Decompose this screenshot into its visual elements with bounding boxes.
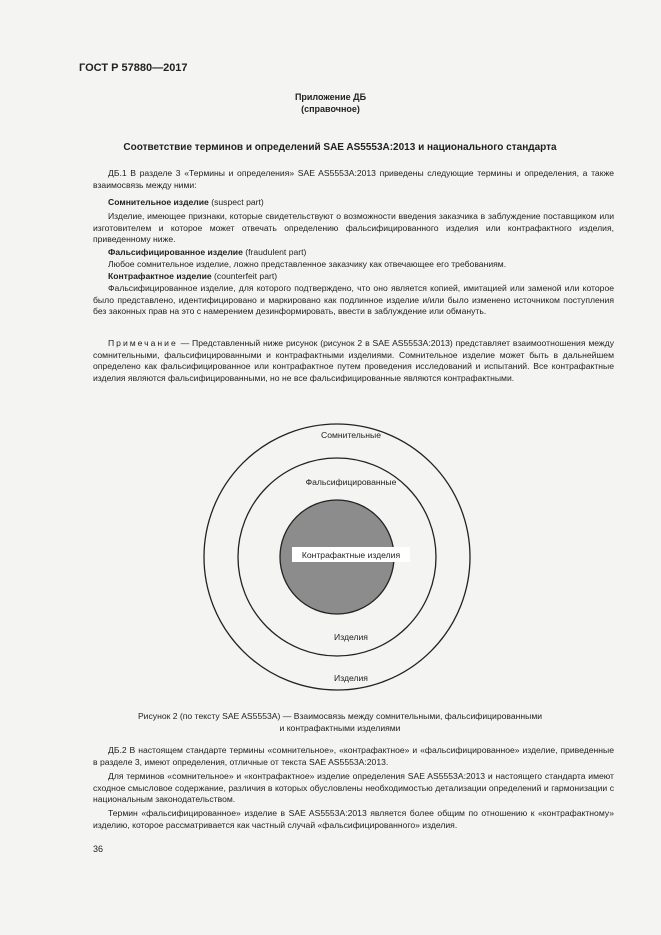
term-suspect-definition: Изделие, имеющее признаки, которые свидетельствуют о возможности введения заказчика в заблуждение поставщиком или изготовителем и которое может отвечать определению фальсифицированного изделия или контрафактного изделия, приведенному ниже.	[93, 211, 614, 245]
db1-intro: ДБ.1 В разделе 3 «Термины и определения» SAE AS5553A:2013 приведены следующие термины и определения, а также взаимосвязь между ними:	[93, 168, 614, 190]
term-fraudulent-definition: Любое сомнительное изделие, ложно представленное заказчику как отвечающее его требованиям.	[108, 259, 507, 269]
db2-paragraph-3: Термин «фальсифицированное» изделие в SAE AS5553A:2013 является более общим по отношению к «контрафактному» изделию, которое рассматривается как частный случай «фальсифицированного» изделия.	[93, 808, 614, 830]
middle-label-bottom: Изделия	[334, 632, 368, 642]
inner-label: Контрафактные изделия	[301, 550, 401, 560]
figure-caption-line1: Рисунок 2 (по тексту SAE AS5553A) — Взаимосвязь между сомнительными, фальсифицированными	[137, 711, 543, 721]
term-counterfeit-name: Контрафактное изделие	[108, 271, 212, 281]
note-label: Примечание	[108, 338, 178, 348]
term-counterfeit-en: (counterfeit part)	[211, 271, 278, 281]
term-fraudulent-en: (fraudulent part)	[242, 247, 307, 257]
db2-paragraph-2: Для терминов «сомнительное» и «контрафактное» изделие определения SAE AS5553A:2013 и настоящего стандарта имеют сходное смысловое содержание, различия в которых обусловлены необходимостью детализации определений и гармонизации с национальным законодательством.	[93, 771, 614, 805]
outer-label-bottom: Изделия	[334, 673, 368, 683]
page-number: 36	[93, 844, 104, 854]
figure-caption-line2: и контрафактными изделиями	[279, 723, 401, 733]
term-suspect-en: (suspect part)	[208, 197, 264, 207]
note-text: — Представленный ниже рисунок (рисунок 2 в SAE AS5553A:2013) представляет взаимоотношения между сомнительными, фальсифицированными и контрафактными изделиями. Сомнительное изделие может быть в дальнейшем определено как фальсифицированное или контрафактное путем проведения исследований и испытаний. Все контрафактные изделия являются фальсифицированными, но не все фальсифицированные являются контрафактными.	[93, 338, 614, 383]
middle-label-top: Фальсифицированные	[305, 477, 397, 487]
appendix-subtitle: (справочное)	[301, 104, 360, 114]
term-fraudulent-name: Фальсифицированное изделие	[108, 247, 243, 257]
section-title: Соответствие терминов и определений SAE AS5553A:2013 и национального стандарта	[123, 142, 557, 153]
term-counterfeit-definition: Фальсифицированное изделие, для которого подтверждено, что оно является копией, имитацией или заменой или которое было представлено, идентифицировано и маркировано как подлинное изделие и/или было изменено источником поступления без законных прав на это с намерением дезинформировать, ввести в заблуждение или обмануть.	[93, 283, 614, 317]
term-suspect-name: Сомнительное изделие	[108, 197, 209, 207]
db2-paragraph-1: ДБ.2 В настоящем стандарте термины «сомнительное», «контрафактное» и «фальсифицированное» изделие, приведенные в разделе 3, имеют определения, отличные от текста SAE AS5553A:2013.	[93, 745, 614, 767]
outer-label-top: Сомнительные	[321, 430, 381, 440]
appendix-title: Приложение ДБ	[294, 92, 367, 102]
standard-header: ГОСТ Р 57880—2017	[79, 62, 188, 74]
